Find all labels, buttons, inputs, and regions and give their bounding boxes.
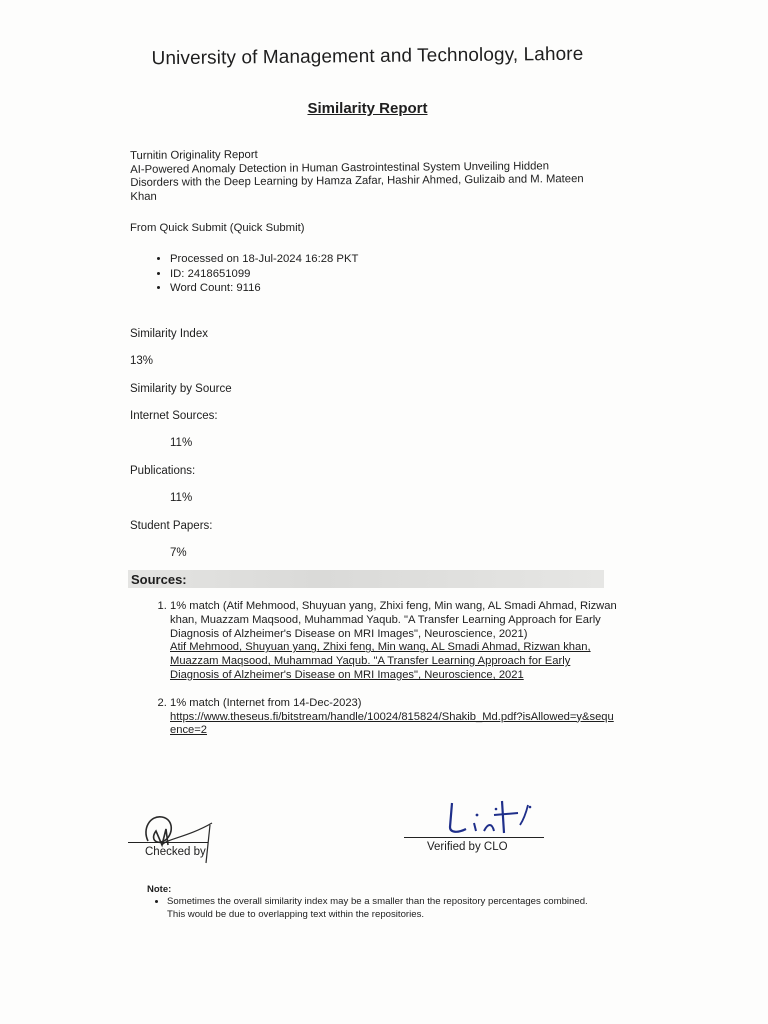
publications-value: 11% [170,492,193,504]
paper-title: AI-Powered Anomaly Detection in Human Gastrointestinal System Unveiling Hidden Disorders with the Deep Learning by Hamza Zafar, Hashir Ahmed, Gulizaib and M. Mateen Khan [130,159,584,203]
sources-label: Sources: [131,572,187,587]
report-info [130,146,590,204]
internet-sources-label: Internet Sources: [130,410,218,422]
student-papers-label: Student Papers: [130,520,213,532]
report-details-list [150,252,358,296]
source-link[interactable]: https://www.theseus.fi/bitstream/handle/10024/815824/Shakib_Md.pdf?isAllowed=y&sequence=2 [170,710,614,737]
checked-by-line [128,842,208,843]
word-count: • Word Count: 9116 [170,281,358,296]
student-papers-value: 7% [170,547,187,559]
verified-by-line [404,837,544,838]
source-link[interactable]: Atif Mehmood, Shuyuan yang, Zhixi feng, Min wang, AL Smadi Ahmad, Rizwan khan, Muazzam Maqsood, Muhammad Yaqub. "A Transfer Learning Approach for Early Diagnosis of Alzheimer's Disease on MRI Images", Neuroscience, 2021 [170,641,591,681]
verified-by-label: Verified by CLO [427,841,508,853]
source-match-text: 1. 1% match (Atif Mehmood, Shuyuan yang, Zhixi feng, Min wang, AL Smadi Ahmad, Rizwan khan, Muazzam Maqsood, Muhammad Yaqub. "A Transfer Learning Approach for Early Diagnosis of Alzheimer's Disease on MRI Images", Neuroscience, 2021) [170,600,617,640]
similarity-index-label: Similarity Index [130,328,208,340]
submission-source: From Quick Submit (Quick Submit) [130,222,305,234]
processed-date: • Processed on 18-Jul-2024 16:28 PKT [170,252,358,267]
report-title: Similarity Report [307,100,428,117]
submission-id: • ID: 2418651099 [170,267,358,282]
note-list [147,895,597,921]
source-match-text: 2. 1% match (Internet from 14-Dec-2023) [170,696,362,709]
university-title: University of Management and Technology, Lahore [151,43,584,70]
source-item [170,697,618,738]
internet-sources-value: 11% [170,437,193,449]
sources-header-bar [128,570,604,588]
note-label: Note: [147,884,172,895]
publications-label: Publications: [130,465,196,477]
note-text: • Sometimes the overall similarity index may be a smaller than the repository percentages combined. This would be due to overlapping text within the repositories. [167,895,597,921]
sources-list [150,600,618,752]
similarity-by-source-label: Similarity by Source [130,383,232,395]
checked-by-label: Checked by [145,846,206,858]
report-heading: Turnitin Originality Report [130,148,258,162]
similarity-index-value: 13% [130,355,154,367]
source-item [170,600,618,683]
